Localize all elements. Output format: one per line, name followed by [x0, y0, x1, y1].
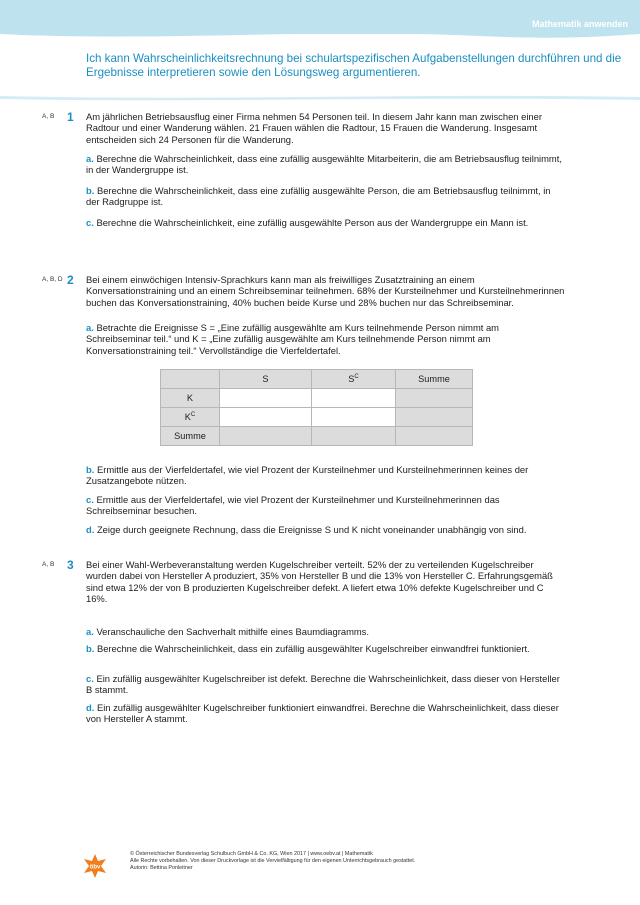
- part-label: c.: [86, 217, 94, 228]
- table-answer-cell[interactable]: [220, 427, 312, 446]
- part-label: d.: [86, 524, 95, 535]
- part-text: Ein zufällig ausgewählter Kugelschreiber funktioniert einwandfrei. Berechne die Wahrscheinlichkeit, dass dieser von Hersteller A stammt.: [86, 702, 559, 725]
- part-label: a.: [86, 322, 94, 333]
- part-text: Berechne die Wahrscheinlichkeit, dass ein zufällig ausgewählter Kugelschreiber einwandfrei funktioniert.: [96, 643, 530, 654]
- intro-goal-text: Ich kann Wahrscheinlichkeitsrechnung bei schulartspezifischen Aufgabenstellungen durchführen und die Ergebnisse interpretieren sowie den Lösungsweg argumentieren.: [86, 52, 622, 79]
- svg-text:öbv: öbv: [89, 864, 101, 871]
- task-3-stem: Bei einer Wahl-Werbeveranstaltung werden Kugelschreiber verteilt. 52% der zu verteilenden Kugelschreiber wurden dabei von Hersteller A produziert, 35% von Hersteller B und die 13% von Hersteller C. Erfahrungsgemäß sind etwa 12% der von B produzierten Kugelschreiber defekt. A liefert etwa 10% defekte Kugelschreiber und C 16%.: [86, 559, 553, 605]
- section-divider: [0, 92, 640, 102]
- task-2-part-b: [86, 464, 566, 487]
- task-2-stem: Bei einem einwöchigen Intensiv-Sprachkurs kann man als freiwilliges Zusatztraining an einem Konversationstraining und an einem Schreibseminar teilnehmen. 68% der Kursteilnehmer und Kursteilnehmerinnen buchen das Konversationstraining, 40% buchen beide Kurse und 28% buchen nur das Schreibseminar.: [86, 274, 565, 308]
- part-text: Ermittle aus der Vierfeldertafel, wie viel Prozent der Kursteilnehmer und Kursteilnehmerinnen keines der Zusatzangebote nützen.: [86, 464, 529, 487]
- table-col-header: $S^C$: [312, 370, 396, 389]
- task-1-part-a: [86, 153, 566, 176]
- publisher-logo: [82, 853, 108, 879]
- part-label: c.: [86, 494, 94, 505]
- task-3-part-d: [86, 702, 566, 725]
- part-text: Zeige durch geeignete Rechnung, dass die Ereignisse S und K nicht voneinander unabhängig von sind.: [96, 524, 527, 535]
- task-3-part-a: [86, 626, 566, 637]
- task-3-number: 3: [67, 558, 74, 572]
- table-answer-cell[interactable]: [220, 389, 312, 408]
- table-answer-cell[interactable]: [396, 389, 473, 408]
- header-section-label: Mathematik anwenden: [531, 19, 628, 29]
- part-label: d.: [86, 702, 95, 713]
- task-1-part-b: [86, 185, 566, 208]
- part-text: Berechne die Wahrscheinlichkeit, dass eine zufällig ausgewählte Mitarbeiterin, die am Betriebsausflug teilnimmt, in der Wandergruppe ist.: [86, 153, 562, 176]
- table-row: [161, 389, 473, 408]
- footer-line: © Österreichischer Bundesverlag Schulbuch GmbH & Co. KG, Wien 2017 | www.oebv.at | Mathematik: [130, 851, 373, 857]
- table-answer-cell[interactable]: [396, 427, 473, 446]
- table-answer-cell[interactable]: [220, 408, 312, 427]
- part-label: b.: [86, 643, 95, 654]
- task-2-part-c: [86, 494, 566, 517]
- table-row: [161, 427, 473, 446]
- task-1-stem: Am jährlichen Betriebsausflug einer Firma nehmen 54 Personen teil. In diesem Jahr kann man zwischen einer Radtour und einer Wanderung wählen. 21 Frauen wählen die Radtour, 15 Frauen die Wanderung. Insgesamt entscheiden sich 24 Personen für die Wanderung.: [86, 111, 542, 145]
- table-row-header: $K^C$: [161, 408, 220, 427]
- table-corner-cell: [161, 370, 220, 389]
- contingency-table: [160, 369, 473, 446]
- table-col-header: Summe: [396, 370, 473, 389]
- task-2-competency-tags: A, B, D: [42, 276, 63, 283]
- table-row-header: Summe: [161, 427, 220, 446]
- task-3-competency-tags: A, B: [42, 561, 55, 568]
- table-row: [161, 408, 473, 427]
- part-label: c.: [86, 673, 94, 684]
- task-3-part-b: [86, 643, 566, 654]
- part-label: b.: [86, 464, 95, 475]
- task-1-number: 1: [67, 110, 74, 124]
- part-text: Berechne die Wahrscheinlichkeit, dass eine zufällig ausgewählte Person, die am Betriebsausflug teilnimmt, in der Radgruppe ist.: [86, 185, 551, 208]
- table-answer-cell[interactable]: [396, 408, 473, 427]
- footer-copyright: [130, 851, 415, 872]
- footer-line: Alle Rechte vorbehalten. Von dieser Druckvorlage ist die Vervielfältigung für den eigenen Unterrichtsgebrauch gestattet.: [130, 858, 416, 864]
- header-wave: [0, 28, 640, 44]
- table-col-header: S: [220, 370, 312, 389]
- task-1-competency-tags: A, B: [42, 113, 55, 120]
- task-2-number: 2: [67, 273, 74, 287]
- table-answer-cell[interactable]: [312, 427, 396, 446]
- part-text: Betrachte die Ereignisse S = „Eine zufällig ausgewählte am Kurs teilnehmende Person nimmt am Schreibseminar teil.“ und K = „Eine zufällig ausgewählte am Kurs teilnehmende Person nimmt am Konversationstraining teil.“ Vervollständige die Vierfeldertafel.: [86, 322, 499, 356]
- part-label: a.: [86, 153, 94, 164]
- table-answer-cell[interactable]: [312, 408, 396, 427]
- part-label: a.: [86, 626, 94, 637]
- task-1-part-c: [86, 217, 566, 228]
- task-3-part-c: [86, 673, 566, 696]
- footer-author: Autorin: Bettina Ponleitner: [130, 865, 193, 871]
- table-header-row: [161, 370, 473, 389]
- part-text: Ein zufällig ausgewählter Kugelschreiber ist defekt. Berechne die Wahrscheinlichkeit, dass dieser von Hersteller B stammt.: [86, 673, 560, 696]
- part-text: Veranschauliche den Sachverhalt mithilfe eines Baumdiagramms.: [96, 626, 369, 637]
- part-text: Ermittle aus der Vierfeldertafel, wie viel Prozent der Kursteilnehmer und Kursteilnehmerinnen das Schreibseminar besuchen.: [86, 494, 500, 517]
- task-2-part-a: [86, 322, 566, 356]
- table-row-header: K: [161, 389, 220, 408]
- part-text: Berechne die Wahrscheinlichkeit, eine zufällig ausgewählte Person aus der Wandergruppe ein Mann ist.: [96, 217, 529, 228]
- part-label: b.: [86, 185, 95, 196]
- task-2-part-d: [86, 524, 586, 535]
- table-answer-cell[interactable]: [312, 389, 396, 408]
